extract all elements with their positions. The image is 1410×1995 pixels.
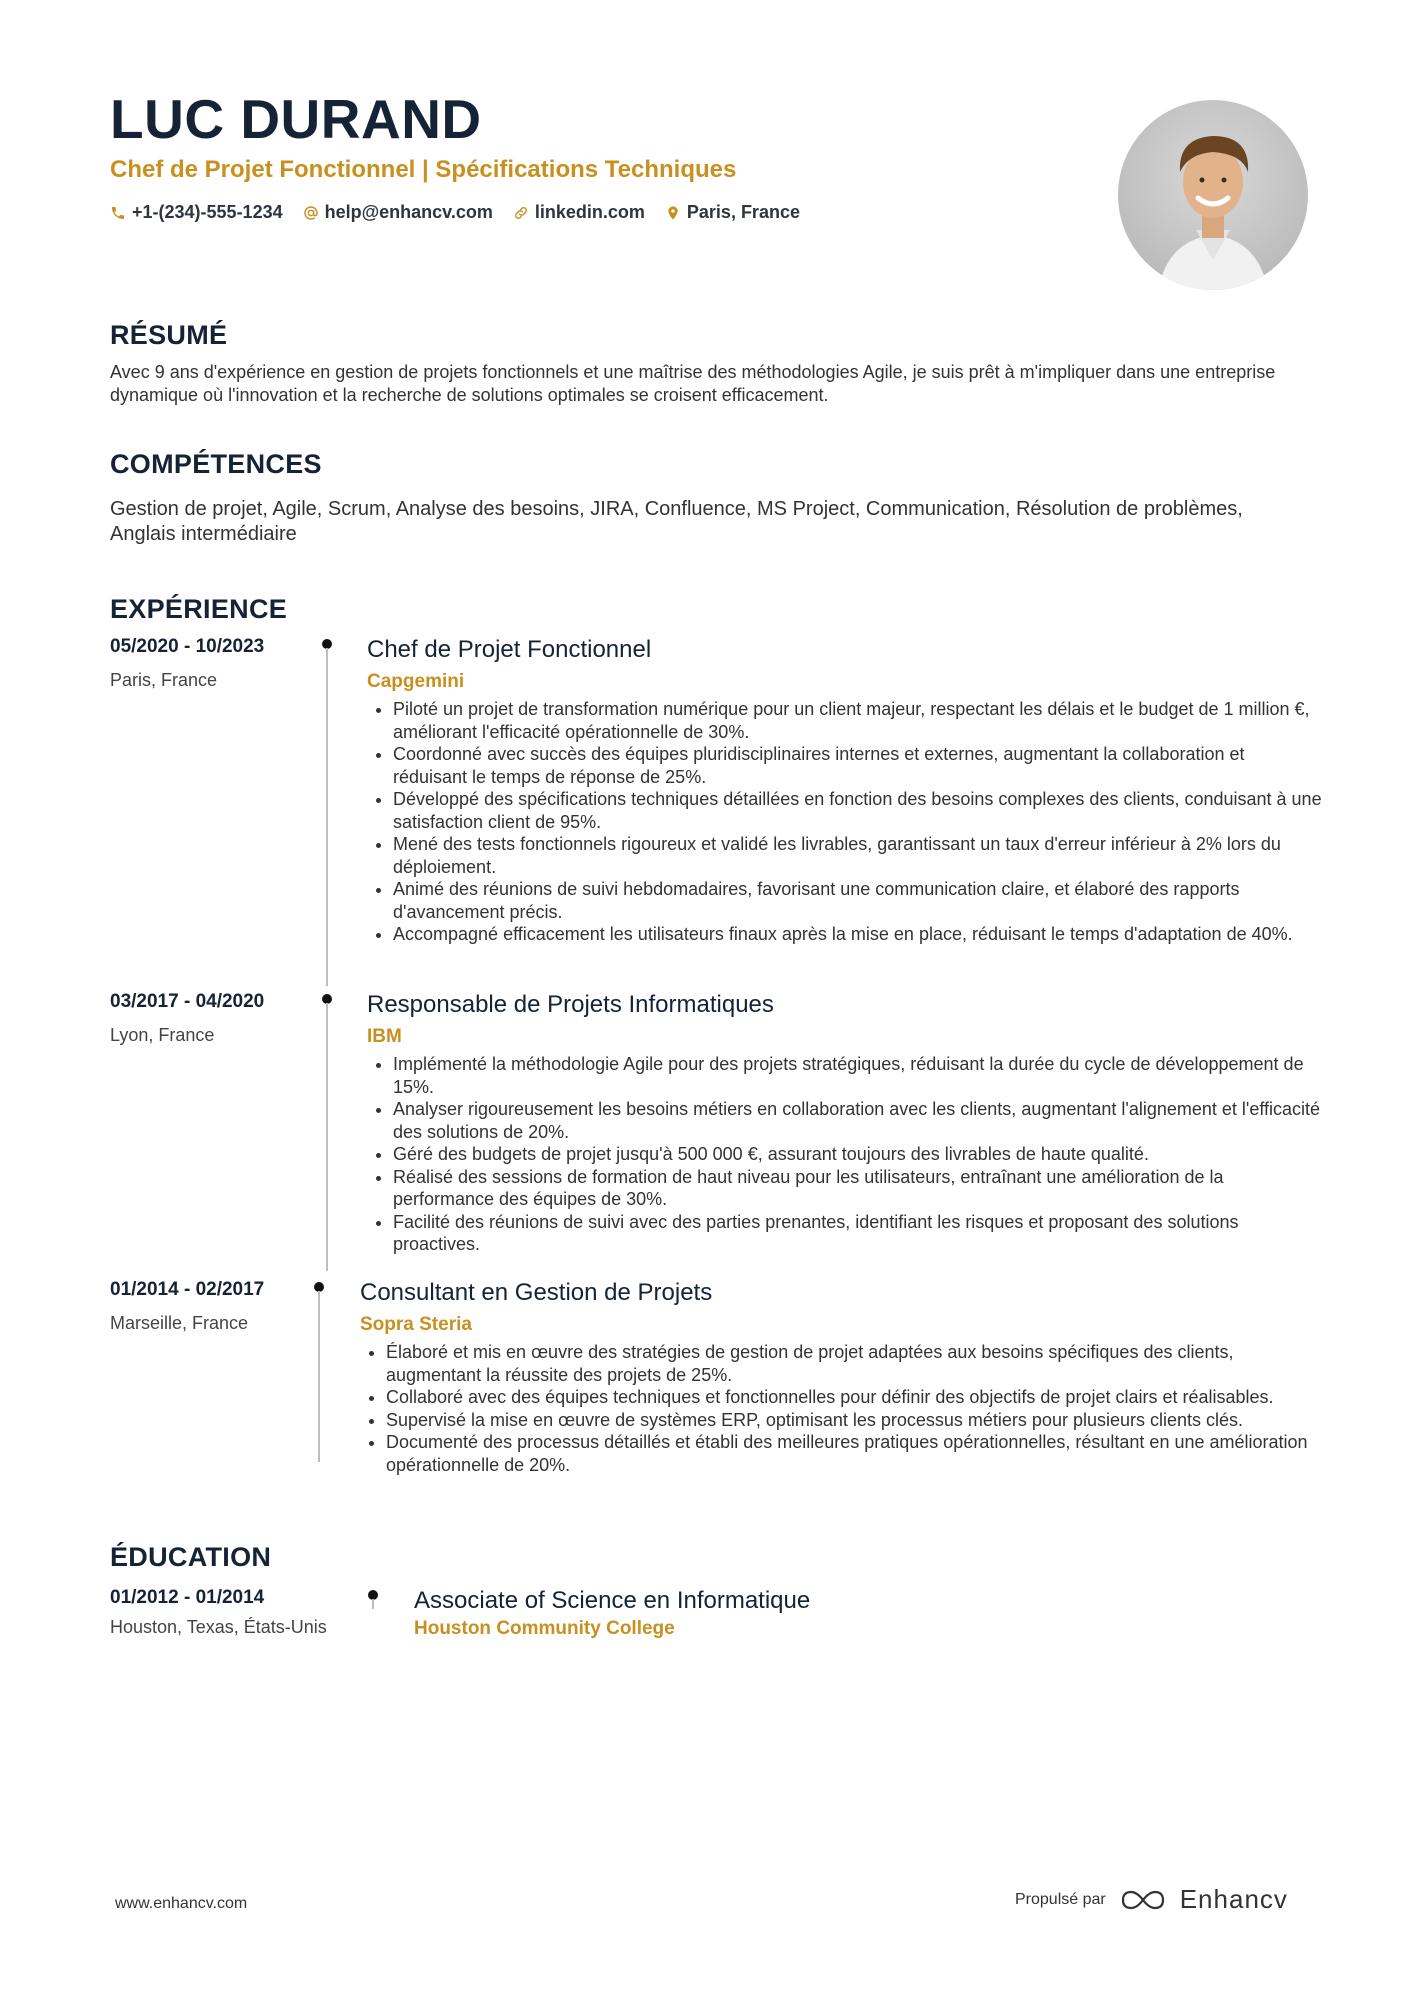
avatar-illustration bbox=[1118, 100, 1308, 290]
location-pin-icon bbox=[665, 205, 681, 221]
brand-name: Enhancv bbox=[1179, 1884, 1288, 1914]
contact-linkedin[interactable] bbox=[513, 202, 645, 223]
phone-icon bbox=[110, 205, 126, 221]
summary-text: Avec 9 ans d'expérience en gestion de projets fonctionnels et une maîtrise des méthodologies Agile, je suis prêt à m'impliquer dans une entreprise dynamique où l'innovation et la recherche de solutions optimales se croisent efficacement. bbox=[110, 362, 1276, 405]
education-location: Houston, Texas, États-Unis bbox=[110, 1617, 327, 1637]
footer-website[interactable]: www.enhancv.com bbox=[115, 1895, 248, 1912]
job-dates: 01/2014 - 02/2017 bbox=[110, 1279, 265, 1300]
job-entry bbox=[110, 636, 1322, 986]
candidate-title: Chef de Projet Fonctionnel | Spécifications Techniques bbox=[110, 156, 737, 183]
job-bullet: • Développé des spécifications techniques détaillées en fonction des besoins complexes des clients, conduisant à une satisfaction client de 95%. bbox=[393, 788, 1323, 833]
job-role: Consultant en Gestion de Projets bbox=[360, 1279, 713, 1306]
job-bullets bbox=[360, 1341, 1316, 1476]
job-bullets bbox=[367, 1053, 1323, 1256]
timeline-line bbox=[372, 1599, 374, 1609]
job-bullet: • Animé des réunions de suivi hebdomadaires, favorisant une communication claire, et élaboré des rapports d'avancement précis. bbox=[393, 878, 1323, 923]
timeline-line bbox=[326, 648, 328, 986]
job-location: Marseille, France bbox=[110, 1313, 249, 1333]
contact-phone-text: +1-(234)-555-1234 bbox=[132, 202, 283, 222]
job-bullet: • Élaboré et mis en œuvre des stratégies de gestion de projet adaptées aux besoins spécifiques des clients, augmentant la réussite des projets de 25%. bbox=[386, 1341, 1316, 1386]
job-role: Chef de Projet Fonctionnel bbox=[367, 636, 652, 663]
job-location: Lyon, France bbox=[110, 1025, 215, 1045]
job-entry bbox=[110, 991, 1321, 1271]
education-entry bbox=[110, 1587, 1310, 1639]
timeline-line bbox=[326, 1003, 328, 1271]
job-dates: 05/2020 - 10/2023 bbox=[110, 636, 265, 657]
job-bullet: • Géré des budgets de projet jusqu'à 500 000 €, assurant toujours des livrables de haute qualité. bbox=[393, 1143, 1323, 1166]
job-bullet: • Analyser rigoureusement les besoins métiers en collaboration avec les clients, augmentant l'alignement et l'efficacité des solutions de 20%. bbox=[393, 1098, 1323, 1143]
job-bullet: • Implémenté la méthodologie Agile pour des projets stratégiques, réduisant la durée du cycle de développement de 15%. bbox=[393, 1053, 1323, 1098]
skills-heading: COMPÉTENCES bbox=[110, 449, 322, 479]
job-bullet: • Piloté un projet de transformation numérique pour un client majeur, respectant les délais et le budget de 1 million €, améliorant l'efficacité opérationnelle de 30%. bbox=[393, 698, 1323, 743]
contact-linkedin-text: linkedin.com bbox=[534, 202, 645, 222]
timeline-line bbox=[318, 1291, 320, 1462]
job-dates: 03/2017 - 04/2020 bbox=[110, 991, 265, 1012]
skills-text: Gestion de projet, Agile, Scrum, Analyse des besoins, JIRA, Confluence, MS Project, Communication, Résolution de problèmes, Anglais intermédiaire bbox=[110, 498, 1243, 545]
job-bullet: • Accompagné efficacement les utilisateurs finaux après la mise en place, réduisant le temps d'adaptation de 40%. bbox=[393, 923, 1323, 946]
summary-heading: RÉSUMÉ bbox=[110, 320, 228, 350]
job-company: IBM bbox=[367, 1026, 402, 1047]
link-icon bbox=[513, 205, 529, 221]
job-location: Paris, France bbox=[110, 670, 218, 690]
job-bullet: • Documenté des processus détaillés et établi des meilleures pratiques opérationnelles, résultant en une amélioration opérationnelle de 20%. bbox=[386, 1431, 1316, 1476]
job-bullet: • Collaboré avec des équipes techniques et fonctionnelles pour définir des objectifs de projet clairs et réalisables. bbox=[386, 1386, 1316, 1409]
job-bullet: • Facilité des réunions de suivi avec des parties prenantes, identifiant les risques et proposant des solutions proactives. bbox=[393, 1211, 1323, 1256]
job-bullet: • Mené des tests fonctionnels rigoureux et validé les livrables, garantissant un taux d'erreur inférieur à 2% lors du déploiement. bbox=[393, 833, 1323, 878]
job-entry bbox=[110, 1279, 1310, 1475]
footer-branding[interactable] bbox=[1015, 1884, 1288, 1915]
candidate-name: LUC DURAND bbox=[110, 88, 482, 150]
education-school: Houston Community College bbox=[414, 1618, 675, 1639]
education-heading: ÉDUCATION bbox=[110, 1542, 272, 1572]
job-bullets bbox=[367, 698, 1323, 946]
profile-photo bbox=[1118, 100, 1308, 290]
contact-email[interactable] bbox=[303, 202, 493, 223]
job-role: Responsable de Projets Informatiques bbox=[367, 991, 774, 1018]
contact-email-text: help@enhancv.com bbox=[324, 202, 493, 222]
enhancv-logo-icon bbox=[1120, 1888, 1166, 1912]
contact-bar bbox=[110, 202, 800, 223]
contact-location bbox=[665, 202, 800, 223]
at-icon bbox=[303, 205, 319, 221]
job-bullet: • Coordonné avec succès des équipes pluridisciplinaires internes et externes, augmentant la collaboration et réduisant le temps de réponse de 25%. bbox=[393, 743, 1323, 788]
job-company: Capgemini bbox=[367, 671, 465, 692]
education-dates: 01/2012 - 01/2014 bbox=[110, 1587, 265, 1608]
job-bullet: • Réalisé des sessions de formation de haut niveau pour les utilisateurs, entraînant une amélioration de la performance des équipes de 30%. bbox=[393, 1166, 1323, 1211]
job-company: Sopra Steria bbox=[360, 1314, 472, 1335]
experience-heading: EXPÉRIENCE bbox=[110, 594, 288, 624]
contact-location-text: Paris, France bbox=[686, 202, 800, 222]
education-degree: Associate of Science en Informatique bbox=[414, 1587, 811, 1614]
job-bullet: • Supervisé la mise en œuvre de systèmes ERP, optimisant les processus métiers pour plusieurs clients clés. bbox=[386, 1409, 1316, 1432]
contact-phone[interactable] bbox=[110, 202, 283, 223]
powered-by-label: Propulsé par bbox=[1015, 1890, 1106, 1908]
